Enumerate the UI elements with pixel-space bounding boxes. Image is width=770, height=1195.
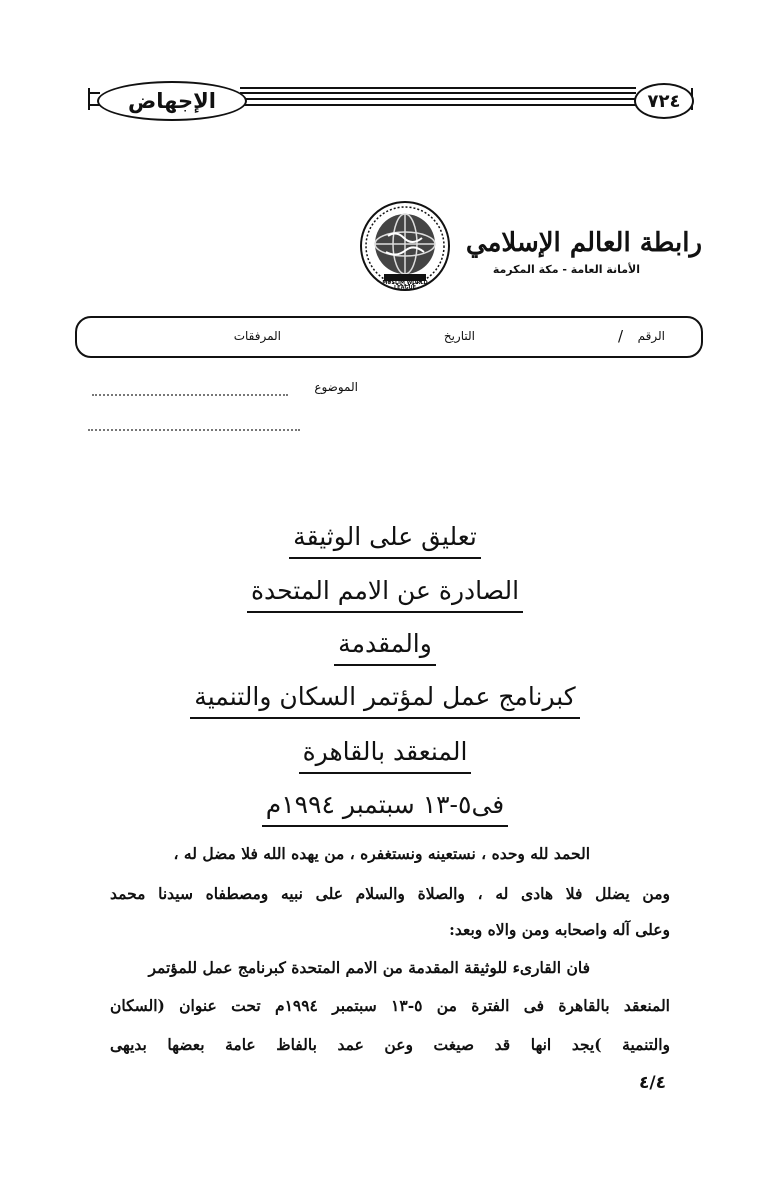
date-label: التاريخ [443, 329, 475, 343]
page-number: ٧٢٤ [634, 83, 694, 119]
title-line-6: فى٥-١٣ سبتمبر ١٩٩٤م [0, 790, 770, 827]
subject-dotted-line-2 [88, 429, 300, 431]
body-line-1: الحمد لله وحده ، نستعينه ونستغفره ، من يهده الله فلا مضل له ، [173, 844, 590, 863]
number-separator: / [617, 327, 623, 345]
section-title: الإجهاض [97, 81, 247, 121]
header-rule-lines [240, 87, 636, 111]
body-line-4: فان القارىء للوثيقة المقدمة من الامم المتحدة كبرنامج عمل للمؤتمر [148, 958, 590, 977]
title-line-2: الصادرة عن الامم المتحدة [0, 576, 770, 613]
seal-logo [358, 200, 452, 294]
organization-subtitle: الأمانة العامة - مكة المكرمة [492, 263, 640, 276]
organization-name: رابطة العالم الإسلامي [465, 228, 702, 258]
subject-label: الموضوع [314, 380, 358, 394]
title-line-5: المنعقد بالقاهرة [0, 737, 770, 774]
title-line-4: كبرنامج عمل لمؤتمر السكان والتنمية [0, 682, 770, 719]
number-label: الرقم [637, 329, 665, 343]
seal-text: MUSLIM WORLD LEAGUE [382, 280, 428, 291]
body-line-3: وعلى آله واصحابه ومن والاه وبعد: [449, 920, 670, 939]
title-line-3: والمقدمة [0, 629, 770, 666]
body-line-6: والتنمية )يجد انها قد صيغت وعن عمد بالفاظ عامة بعضها بديهى [110, 1035, 670, 1054]
attachments-label: المرفقات [233, 329, 281, 343]
title-line-1: تعليق على الوثيقة [0, 522, 770, 559]
body-line-5: المنعقد بالقاهرة فى الفترة من ٥-١٣ سبتمبر ١٩٩٤م تحت عنوان (السكان [110, 996, 670, 1015]
reference-box [75, 316, 703, 358]
page-marker: ٤/٤ [639, 1073, 666, 1093]
body-line-2: ومن يضلل فلا هادى له ، والصلاة والسلام على نبيه ومصطفاه سيدنا محمد [110, 884, 670, 903]
subject-dotted-line-1 [92, 394, 288, 396]
